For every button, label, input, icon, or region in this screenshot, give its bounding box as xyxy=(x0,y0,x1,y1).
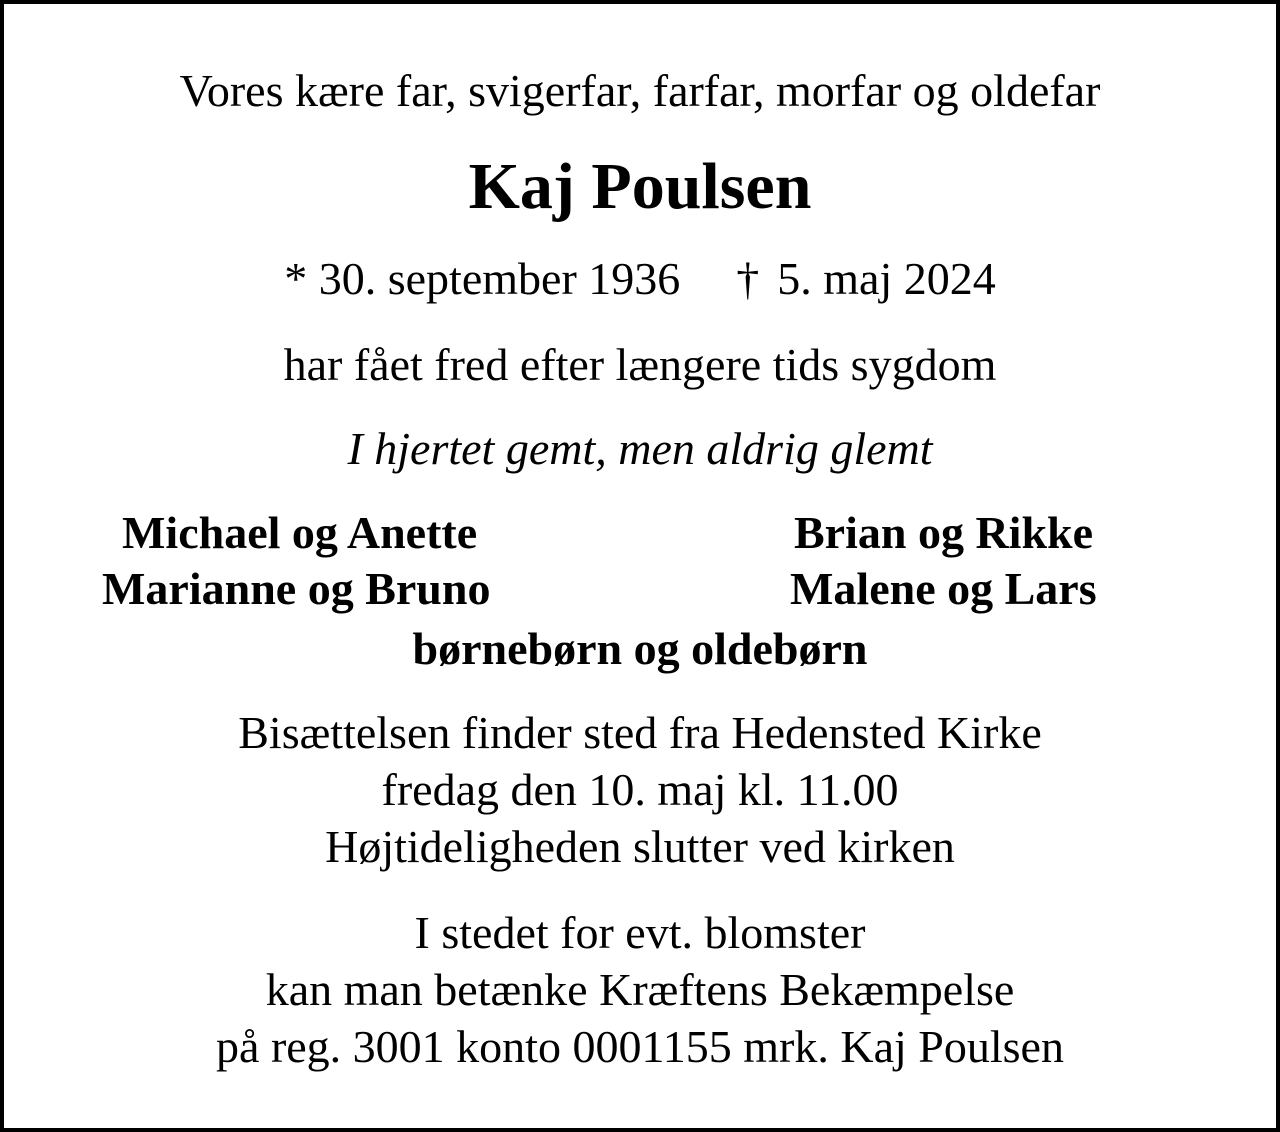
subtitle-text: har fået fred efter længere tids sygdom xyxy=(283,339,997,390)
family-right-1: Brian og Rikke xyxy=(794,507,1094,558)
cross-icon: † xyxy=(736,253,760,304)
service-line-3: Højtideligheden slutter ved kirken xyxy=(325,821,955,872)
memorial-verse: I hjertet gemt, men aldrig glemt xyxy=(347,423,933,474)
donation-line-3: på reg. 3001 konto 0001155 mrk. Kaj Poulsen xyxy=(216,1021,1064,1072)
donation-info xyxy=(4,904,1276,1075)
family-left-2: Marianne og Bruno xyxy=(102,563,491,614)
life-dates xyxy=(4,253,1276,304)
donation-line-2: kan man betænke Kræftens Bekæmpelse xyxy=(265,964,1015,1015)
donation-line-1: I stedet for evt. blomster xyxy=(414,907,866,958)
family-right-2: Malene og Lars xyxy=(790,563,1097,614)
grandchildren-text: børnebørn og oldebørn xyxy=(412,623,868,674)
family-left-1: Michael og Anette xyxy=(122,507,478,558)
deceased-name: Kaj Poulsen xyxy=(468,150,812,223)
service-line-1: Bisættelsen finder sted fra Hedensted Kirke xyxy=(238,707,1042,758)
death-date: 5. maj 2024 xyxy=(777,253,996,304)
intro-text: Vores kære far, svigerfar, farfar, morfar og oldefar xyxy=(179,65,1101,116)
service-line-2: fredag den 10. maj kl. 11.00 xyxy=(381,764,899,815)
service-info xyxy=(4,704,1276,875)
birth-date: 30. september 1936 xyxy=(318,253,681,304)
born-symbol: * xyxy=(284,253,308,304)
